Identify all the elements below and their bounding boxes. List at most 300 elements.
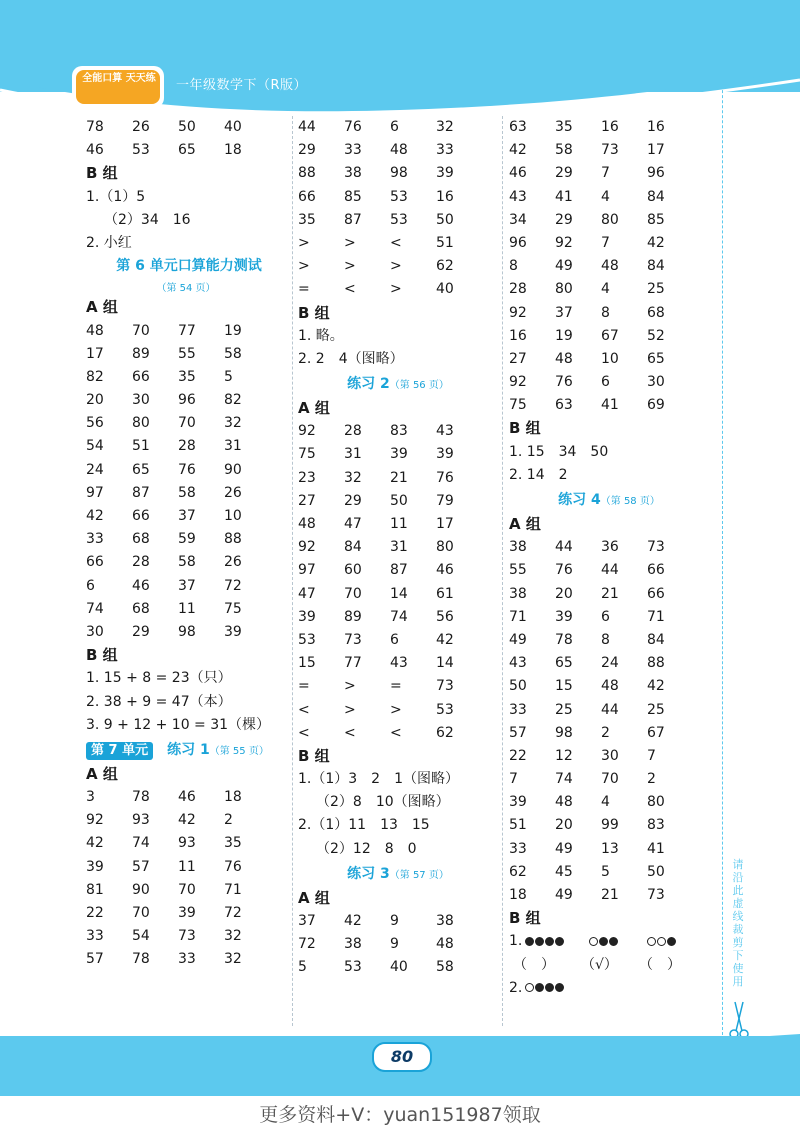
answer-value: 75	[224, 600, 242, 617]
answer-value: 66	[298, 188, 316, 205]
answer-row	[86, 232, 286, 255]
answer-value: 66	[132, 368, 150, 385]
number-row	[509, 559, 709, 582]
answer-value: 85	[344, 188, 362, 205]
answer-value: 58	[555, 142, 573, 159]
answer-value: 58	[178, 554, 196, 571]
answer-text: （2）12 8 0	[316, 840, 417, 857]
number-row	[86, 948, 286, 971]
answer-value: 87	[390, 562, 408, 579]
answer-value: 10	[601, 350, 619, 367]
number-row	[86, 482, 286, 505]
answer-value: 59	[178, 531, 196, 548]
answer-value: 98	[390, 165, 408, 182]
number-row	[298, 443, 498, 466]
answer-value: 46	[86, 142, 104, 159]
answer-value: 51	[132, 438, 150, 455]
number-row	[509, 814, 709, 837]
answer-value: 28	[509, 281, 527, 298]
number-row	[509, 325, 709, 348]
bead-figure	[647, 930, 677, 953]
answer-value: 43	[390, 655, 408, 672]
subject-title: 一年级数学下（R版）	[176, 78, 308, 93]
answer-value: 53	[132, 142, 150, 159]
number-row	[86, 459, 286, 482]
answer-value: 8	[601, 631, 610, 648]
page-reference: （第 54 页）	[156, 283, 216, 295]
answer-row	[509, 441, 709, 464]
answer-value: 17	[86, 345, 104, 362]
answer-value: 11	[178, 858, 196, 875]
answer-value: 71	[224, 881, 242, 898]
number-row	[86, 343, 286, 366]
answer-value: 84	[647, 258, 665, 275]
answer-text: 2. 2 4（图略）	[298, 350, 404, 367]
answer-value: 62	[436, 724, 454, 741]
number-row	[509, 371, 709, 394]
answer-value: 92	[298, 539, 316, 556]
answer-value: 18	[224, 789, 242, 806]
logo-text: 全能口算 天天练	[82, 73, 156, 84]
number-row	[86, 832, 286, 855]
answer-value: 7	[509, 771, 518, 788]
answer-value: 90	[224, 461, 242, 478]
answer-value: 27	[509, 350, 527, 367]
number-row	[298, 162, 498, 185]
number-row	[298, 606, 498, 629]
bead-icon	[599, 937, 608, 946]
answer-value: 45	[555, 863, 573, 880]
answer-value: 38	[509, 539, 527, 556]
answer-value: 53	[436, 701, 454, 718]
answer-value: 57	[86, 951, 104, 968]
answer-value: 36	[601, 539, 619, 556]
group-heading	[86, 763, 286, 786]
answer-value: 55	[178, 345, 196, 362]
answer-value: 35	[298, 211, 316, 228]
answer-value: 55	[509, 562, 527, 579]
answer-value: 99	[601, 817, 619, 834]
answer-row	[298, 371, 498, 397]
answer-value: 41	[647, 840, 665, 857]
answer-value: 37	[298, 913, 316, 929]
answer-text: 1.（1）5	[86, 188, 146, 205]
answer-value: 33	[86, 928, 104, 945]
answer-value: 29	[344, 492, 362, 509]
answer-value: 72	[298, 936, 316, 953]
answer-value: 74	[390, 608, 408, 625]
answer-value: 39	[555, 608, 573, 625]
answer-value: 46	[436, 562, 454, 579]
answer-value: =	[298, 281, 310, 298]
group-label: B 组	[509, 419, 541, 438]
answer-value: >	[344, 678, 356, 695]
answer-row	[298, 348, 498, 371]
answer-value: 32	[224, 951, 242, 968]
answer-value: <	[298, 701, 310, 718]
cut-line	[722, 0, 723, 1060]
answer-value: 70	[178, 415, 196, 432]
answer-value: 44	[601, 701, 619, 718]
answer-column-1	[86, 116, 286, 972]
number-row	[509, 652, 709, 675]
answer-value: 62	[509, 863, 527, 880]
answer-value: 71	[647, 608, 665, 625]
answer-value: 20	[555, 585, 573, 602]
group-label: B 组	[86, 646, 118, 665]
answer-value: 65	[647, 350, 665, 367]
answer-value: 66	[647, 585, 665, 602]
answer-value: 81	[86, 881, 104, 898]
answer-value: 42	[509, 142, 527, 159]
number-row	[86, 412, 286, 435]
answer-row	[298, 791, 498, 814]
answer-value: 73	[647, 539, 665, 556]
answer-value: 48	[86, 322, 104, 339]
answer-value: 25	[647, 701, 665, 718]
judgement-mark: （√）	[581, 956, 618, 973]
answer-value: 76	[224, 858, 242, 875]
answer-value: 58	[178, 484, 196, 501]
bead-icon	[535, 983, 544, 992]
answer-value: 96	[647, 165, 665, 182]
number-row	[509, 302, 709, 325]
answer-value: 31	[344, 446, 362, 463]
answer-value: 51	[509, 817, 527, 834]
answer-value: 20	[86, 392, 104, 409]
answer-value: 26	[132, 119, 150, 135]
answer-value: 2	[224, 812, 233, 829]
answer-value: 2	[601, 724, 610, 741]
answer-text: 3. 9 + 12 + 10 = 31（棵）	[86, 716, 271, 733]
answer-value: 48	[436, 936, 454, 953]
answer-value: 30	[86, 623, 104, 640]
number-row	[298, 116, 498, 139]
answer-value: 44	[298, 119, 316, 135]
answer-value: 73	[344, 631, 362, 648]
answer-value: 89	[344, 608, 362, 625]
number-row	[509, 232, 709, 255]
number-row	[298, 699, 498, 722]
column-divider	[292, 116, 293, 1026]
answer-value: <	[390, 724, 402, 741]
answer-value: 46	[178, 789, 196, 806]
number-row	[86, 786, 286, 809]
group-label: A 组	[86, 764, 118, 783]
answer-value: 48	[601, 258, 619, 275]
answer-value: 85	[647, 211, 665, 228]
number-row	[298, 278, 498, 301]
answer-value: 48	[298, 516, 316, 532]
answer-value: >	[344, 701, 356, 718]
answer-value: 53	[390, 211, 408, 228]
answer-value: 25	[647, 281, 665, 298]
answer-value: 73	[178, 928, 196, 945]
answer-value: 7	[601, 234, 610, 251]
answer-value: 21	[390, 469, 408, 486]
answer-value: 72	[224, 905, 242, 921]
bead-icon	[647, 937, 656, 946]
number-row	[509, 838, 709, 861]
number-row	[86, 505, 286, 528]
number-row	[509, 186, 709, 209]
answer-value: 41	[555, 188, 573, 205]
bead-icon	[535, 937, 544, 946]
answer-value: 70	[601, 771, 619, 788]
number-row	[86, 116, 286, 139]
number-row	[86, 551, 286, 574]
answer-value: 33	[344, 142, 362, 159]
answer-value: 43	[509, 655, 527, 672]
answer-value: 70	[344, 585, 362, 602]
answer-value: 50	[390, 492, 408, 509]
answer-value: 4	[601, 794, 610, 811]
group-label: B 组	[298, 303, 330, 322]
number-row	[298, 232, 498, 255]
answer-value: 9	[390, 913, 399, 929]
answer-value: <	[344, 281, 356, 298]
answer-value: 89	[132, 345, 150, 362]
group-label: A 组	[298, 888, 330, 907]
group-heading	[298, 887, 498, 910]
answer-value: 16	[509, 327, 527, 344]
answer-value: 39	[178, 905, 196, 921]
answer-value: 98	[178, 623, 196, 640]
answer-value: 30	[601, 747, 619, 764]
bead-figure	[525, 977, 565, 1000]
answer-value: 39	[436, 165, 454, 182]
group-heading	[509, 513, 709, 536]
answer-value: 39	[390, 446, 408, 463]
answer-value: 76	[344, 119, 362, 135]
page-number: 80	[372, 1042, 432, 1072]
answer-value: 33	[178, 951, 196, 968]
answer-value: 33	[436, 142, 454, 159]
answer-value: 84	[647, 188, 665, 205]
answer-value: 84	[647, 631, 665, 648]
answer-value: 48	[601, 678, 619, 695]
answer-value: 29	[555, 165, 573, 182]
answer-row	[509, 487, 709, 513]
answer-value: >	[390, 701, 402, 718]
answer-value: 28	[132, 554, 150, 571]
answer-value: 18	[224, 142, 242, 159]
answer-value: 16	[647, 119, 665, 135]
answer-value: 73	[436, 678, 454, 695]
answer-value: 57	[509, 724, 527, 741]
answer-value: 42	[647, 234, 665, 251]
answer-row	[86, 691, 286, 714]
answer-value: 29	[132, 623, 150, 640]
answer-value: 41	[601, 397, 619, 414]
number-row	[86, 621, 286, 644]
answer-value: >	[344, 234, 356, 251]
page-reference: （第 57 页）	[389, 869, 449, 881]
exercise-title: 练习 4	[558, 492, 601, 508]
answer-value: 26	[224, 554, 242, 571]
answer-value: 80	[132, 415, 150, 432]
exercise-title: 练习 1	[167, 741, 210, 758]
answer-value: 88	[224, 531, 242, 548]
answer-value: 22	[509, 747, 527, 764]
number-row	[298, 467, 498, 490]
answer-value: 8	[509, 258, 518, 275]
answer-value: 48	[555, 350, 573, 367]
answer-value: 28	[178, 438, 196, 455]
answer-value: 76	[555, 562, 573, 579]
answer-value: 31	[224, 438, 242, 455]
answer-value: 19	[555, 327, 573, 344]
number-row	[86, 139, 286, 162]
answer-value: 33	[86, 531, 104, 548]
answer-value: 49	[509, 631, 527, 648]
answer-value: =	[298, 678, 310, 695]
bead-icon	[657, 937, 666, 946]
answer-value: 6	[390, 119, 399, 135]
number-row	[86, 902, 286, 925]
answer-value: 24	[86, 461, 104, 478]
answer-value: 27	[298, 492, 316, 509]
answer-value: 76	[178, 461, 196, 478]
answer-value: =	[390, 678, 402, 695]
answer-value: 65	[178, 142, 196, 159]
answer-value: 58	[224, 345, 242, 362]
answer-value: 77	[178, 322, 196, 339]
answer-value: 90	[132, 881, 150, 898]
answer-value: 14	[390, 585, 408, 602]
answer-value: 39	[509, 794, 527, 811]
number-row	[86, 856, 286, 879]
number-row	[298, 420, 498, 443]
answer-value: 7	[601, 165, 610, 182]
question-number: 2.	[509, 979, 523, 996]
answer-value: 16	[436, 188, 454, 205]
answer-text: （2）8 10（图略）	[316, 794, 450, 811]
exercise-title: 练习 3	[347, 865, 390, 882]
number-row	[86, 598, 286, 621]
section-title: 第 6 单元口算能力测试	[116, 258, 262, 275]
answer-value: 35	[178, 368, 196, 385]
answer-value: 93	[178, 835, 196, 852]
answer-value: 76	[555, 374, 573, 391]
number-row	[86, 435, 286, 458]
group-heading	[298, 397, 498, 420]
answer-row	[509, 930, 709, 953]
bead-icon	[589, 937, 598, 946]
answer-value: 68	[132, 531, 150, 548]
number-row	[86, 528, 286, 551]
answer-value: 25	[555, 701, 573, 718]
answer-value: 51	[436, 234, 454, 251]
group-label: B 组	[509, 909, 541, 928]
answer-value: 22	[86, 905, 104, 921]
answer-value: 43	[509, 188, 527, 205]
answer-value: 92	[86, 812, 104, 829]
answer-value: 58	[436, 959, 454, 976]
answer-value: 57	[132, 858, 150, 875]
question-number: 1.	[509, 933, 523, 950]
answer-value: 6	[601, 374, 610, 391]
answer-value: 42	[436, 631, 454, 648]
answer-value: 3	[86, 789, 95, 806]
number-row	[86, 366, 286, 389]
answer-value: 53	[390, 188, 408, 205]
answer-value: 42	[647, 678, 665, 695]
number-row	[509, 722, 709, 745]
answer-value: >	[298, 258, 310, 275]
answer-text: 2. 小红	[86, 234, 132, 251]
answer-value: 29	[298, 142, 316, 159]
answer-value: 18	[509, 887, 527, 903]
group-label: A 组	[509, 515, 541, 533]
answer-value: 11	[178, 600, 196, 617]
answer-column-2	[298, 116, 498, 980]
answer-value: 97	[298, 562, 316, 579]
answer-row	[298, 838, 498, 861]
answer-value: 73	[601, 142, 619, 159]
bead-icon	[667, 937, 676, 946]
answer-value: 87	[132, 484, 150, 501]
answer-value: 76	[436, 469, 454, 486]
answer-value: 84	[344, 539, 362, 556]
number-row	[509, 536, 709, 559]
answer-value: 78	[86, 119, 104, 135]
answer-value: <	[344, 724, 356, 741]
answer-row	[509, 954, 709, 977]
answer-text: 1. 15 34 50	[509, 443, 609, 460]
answer-value: 67	[647, 724, 665, 741]
answer-value: 61	[436, 585, 454, 602]
number-row	[298, 513, 498, 536]
answer-value: 73	[647, 887, 665, 903]
answer-value: 53	[344, 959, 362, 976]
answer-value: 37	[178, 508, 196, 524]
answer-value: 70	[178, 881, 196, 898]
answer-value: 79	[436, 492, 454, 509]
bead-icon	[555, 983, 564, 992]
answer-value: 39	[298, 608, 316, 625]
answer-value: 28	[344, 423, 362, 440]
number-row	[298, 675, 498, 698]
answer-value: 47	[298, 585, 316, 602]
answer-value: 69	[647, 397, 665, 414]
answer-value: 9	[390, 936, 399, 953]
answer-row	[86, 737, 286, 763]
number-row	[86, 879, 286, 902]
answer-row	[298, 325, 498, 348]
answer-value: 78	[132, 789, 150, 806]
bead-icon	[545, 937, 554, 946]
answer-value: 96	[178, 392, 196, 409]
answer-value: 5	[601, 863, 610, 880]
answer-value: 53	[298, 631, 316, 648]
answer-value: 46	[132, 577, 150, 594]
exercise-title: 练习 2	[347, 376, 390, 393]
answer-row	[86, 667, 286, 690]
number-row	[86, 925, 286, 948]
answer-value: 39	[436, 446, 454, 463]
answer-value: 54	[132, 928, 150, 945]
answer-text: 1.（1）3 2 1（图略）	[298, 771, 459, 788]
answer-value: 62	[436, 258, 454, 275]
number-row	[509, 606, 709, 629]
group-heading	[86, 296, 286, 319]
answer-value: 29	[555, 211, 573, 228]
answer-value: 54	[86, 438, 104, 455]
page-reference: （第 56 页）	[389, 380, 449, 392]
answer-value: 56	[86, 415, 104, 432]
number-row	[509, 162, 709, 185]
